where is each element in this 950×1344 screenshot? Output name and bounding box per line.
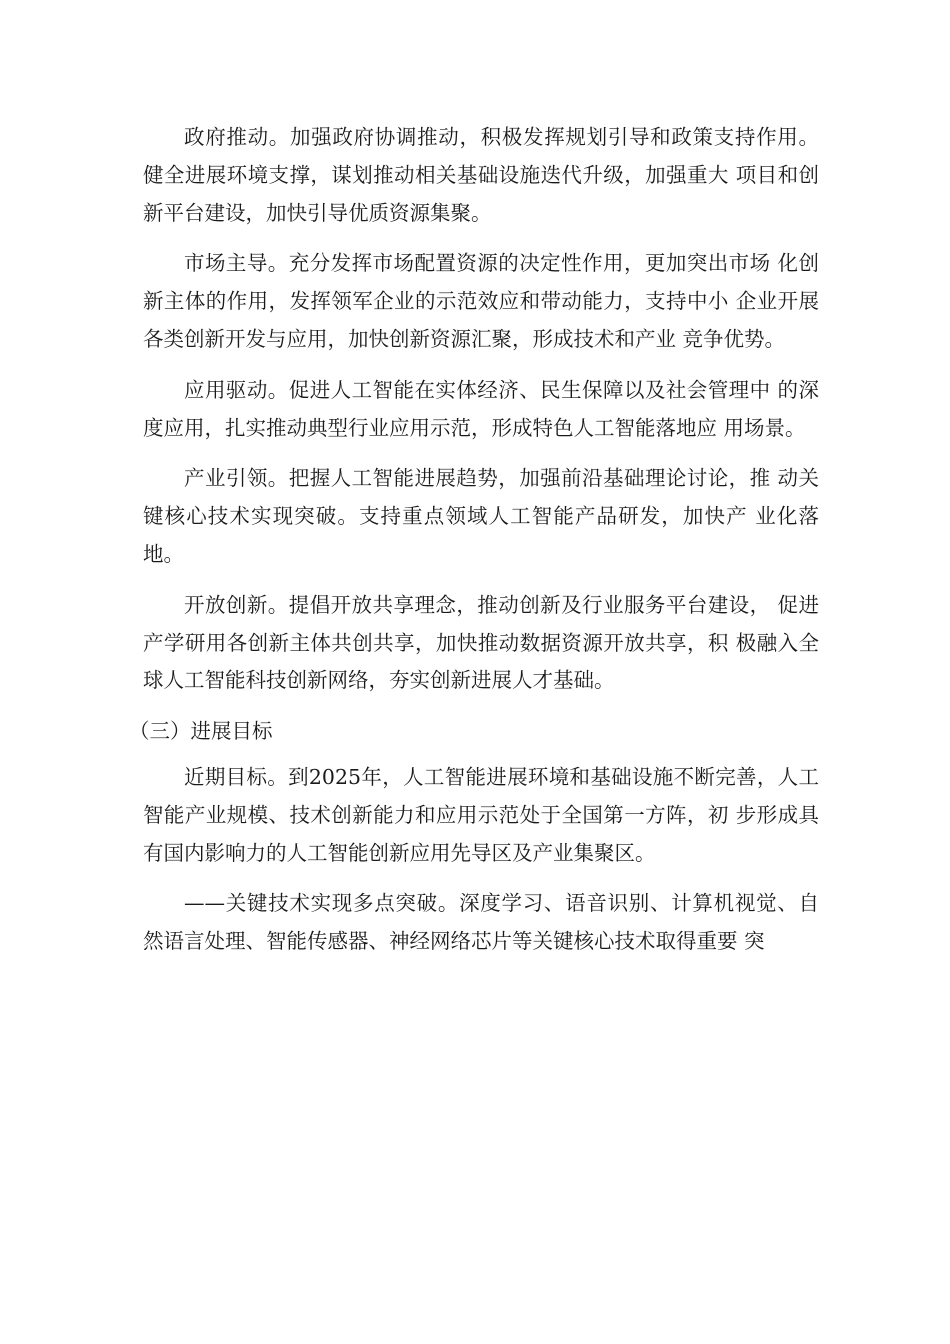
paragraph-industry-leading: 产业引领。把握人工智能进展趋势，加强前沿基础理论讨论，推 动关键核心技术实现突破。支持重点领域人工智能产品研发，加快产 业化落地。 — [143, 466, 819, 566]
paragraph-near-term-goal: 近期目标。到2025年，人工智能进展环境和基础设施不断完善，人工智能产业规模、技术创新能力和应用示范处于全国第一方阵，初 步形成具有国内影响力的人工智能创新应用先导区及产业集聚区。 — [143, 764, 819, 865]
paragraph-key-technology-breakthrough: ——关键技术实现多点突破。深度学习、语音识别、计算机视觉、自然语言处理、智能传感器、神经网络芯片等关键核心技术取得重要 突 — [143, 891, 819, 954]
document-body — [129, 119, 819, 974]
section-heading: （三）进展目标 — [129, 719, 273, 744]
paragraph-market-led: 市场主导。充分发挥市场配置资源的决定性作用，更加突出市场 化创新主体的作用，发挥领军企业的示范效应和带动能力，支持中小 企业开展各类创新开发与应用，加快创新资源汇聚，形成技术和产业 竞争优势。 — [143, 251, 819, 351]
paragraph-government-promotion: 政府推动。加强政府协调推动，积极发挥规划引导和政策支持作用。健全进展环境支撑，谋划推动相关基础设施迭代升级，加强重大 项目和创新平台建设，加快引导优质资源集聚。 — [143, 125, 819, 225]
paragraph-application-driven: 应用驱动。促进人工智能在实体经济、民生保障以及社会管理中 的深度应用，扎实推动典型行业应用示范，形成特色人工智能落地应 用场景。 — [143, 377, 819, 440]
paragraph-open-innovation: 开放创新。提倡开放共享理念，推动创新及行业服务平台建设， 促进产学研用各创新主体共创共享，加快推动数据资源开放共享，积 极融入全球人工智能科技创新网络，夯实创新进展人才基础。 — [143, 592, 819, 693]
